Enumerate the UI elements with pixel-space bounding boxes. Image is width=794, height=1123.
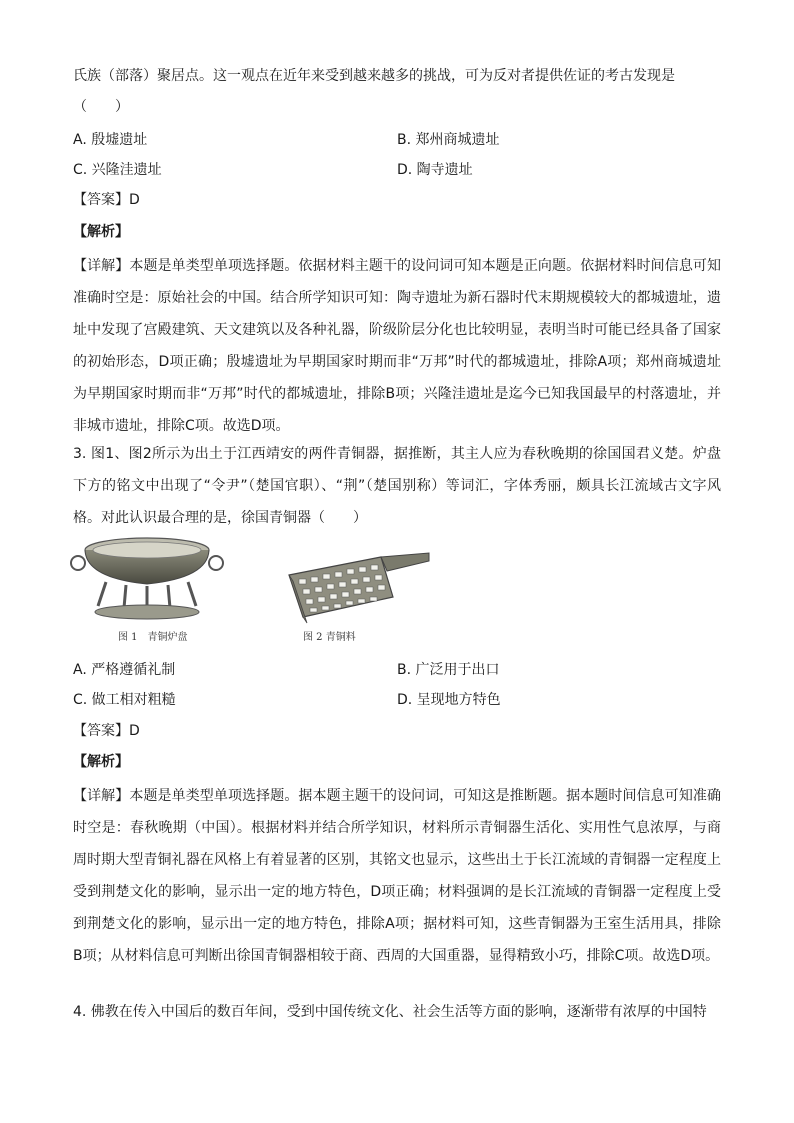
q3-option-b: B. 广泛用于出口	[397, 662, 500, 678]
q2-stem-tail: 氏族（部落）聚居点。这一观点在近年来受到越来越多的挑战，可为反对者提供佐证的考古发现是	[73, 68, 675, 84]
q2-option-a: A. 殷墟遗址	[73, 132, 148, 148]
q2-blank: （ ）	[73, 99, 129, 115]
figure-1-bronze-plate	[66, 528, 228, 628]
q2-option-b: B. 郑州商城遗址	[397, 132, 500, 148]
q2-answer: 【答案】D	[73, 192, 140, 208]
q2-detail: 【详解】本题是单类型单项选择题。依据材料主题干的设问词可知本题是正向题。依据材料时间信息可知准确时空是：原始社会的中国。结合所学知识可知：陶寺遗址为新石器时代末期规模较大的都城遗址，遗址中发现了宫殿建筑、天文建筑以及各种礼器，阶级阶层分化也比较明显，表明当时可能已经具备了国家的初始形态，D项正确；殷墟遗址为早期国家时期而非“万邦”时代的都城遗址，排除A项；郑州商城遗址为早期国家时期而非“万邦”时代的都城遗址，排除B项；兴隆洼遗址是迄今已知我国最早的村落遗址，并非城市遗址，排除C项。故选D项。	[73, 258, 721, 434]
figure-2-bronze-scoop	[283, 547, 433, 627]
q2-analysis-label: 【解析】	[73, 224, 129, 240]
q3-option-c: C. 做工相对粗糙	[73, 692, 176, 708]
q2-option-c: C. 兴隆洼遗址	[73, 162, 162, 178]
q3-analysis-label: 【解析】	[73, 754, 129, 770]
q3-option-a: A. 严格遵循礼制	[73, 662, 176, 678]
q3-detail: 【详解】本题是单类型单项选择题。据本题主题干的设问词，可知这是推断题。据本题时间信息可知准确时空是：春秋晚期（中国）。根据材料并结合所学知识，材料所示青铜器生活化、实用性气息浓厚，与商周时期大型青铜礼器在风格上有着显著的区别，其铭文也显示，这些出土于长江流域的青铜器一定程度上受到荆楚文化的影响，显示出一定的地方特色，D项正确；材料强调的是长江流域的青铜器一定程度上受到荆楚文化的影响，显示出一定的地方特色，排除A项；据材料可知，这些青铜器为王室生活用具，排除B项；从材料信息可判断出徐国青铜器相较于商、西周的大国重器，显得精致小巧，排除C项。故选D项。	[73, 788, 721, 964]
q4-stem-head: 4. 佛教在传入中国后的数百年间，受到中国传统文化、社会生活等方面的影响，逐渐带有浓厚的中国特	[73, 1004, 707, 1020]
q3-answer: 【答案】D	[73, 723, 140, 739]
q2-option-d: D. 陶寺遗址	[397, 162, 473, 178]
bronze-plate-illustration	[66, 528, 228, 628]
figure-2-caption: 图 2 青铜料	[303, 632, 356, 643]
bronze-scoop-illustration	[283, 547, 433, 627]
figure-1-caption: 图 1 青铜炉盘	[118, 632, 188, 643]
q3-stem: 3. 图1、图2所示为出土于江西靖安的两件青铜器，据推断，其主人应为春秋晚期的徐国国君义楚。炉盘下方的铭文中出现了“令尹”（楚国官职）、“荆”（楚国别称）等词汇，字体秀丽，颇具长江流域古文字风格。对此认识最合理的是，徐国青铜器（ ）	[73, 446, 721, 526]
q3-option-d: D. 呈现地方特色	[397, 692, 501, 708]
